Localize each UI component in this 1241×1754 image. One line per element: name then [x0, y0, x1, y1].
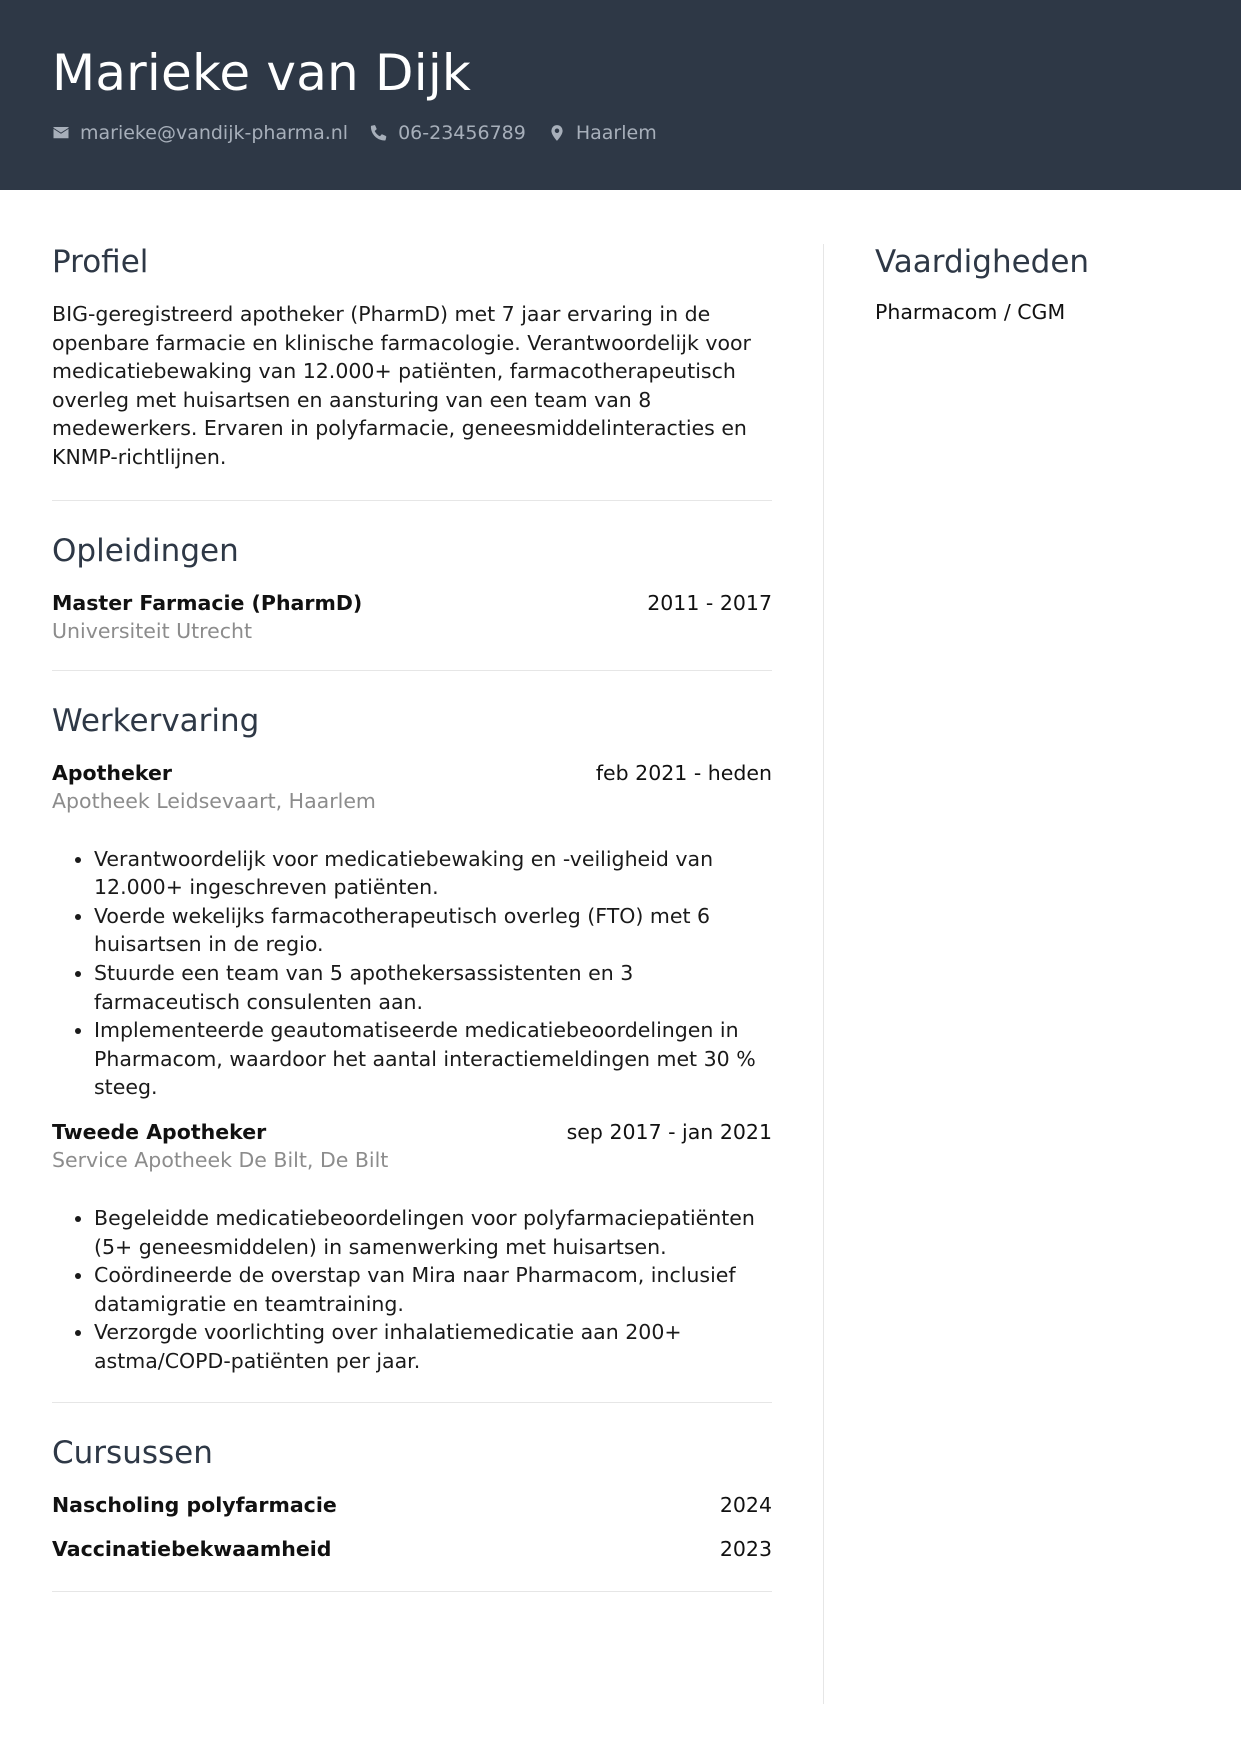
job-role: Tweede Apotheker: [52, 1119, 267, 1144]
profile-text: BIG-geregistreerd apotheker (PharmD) met 7 jaar ervaring in de openbare farmacie en klinische farmacologie. Verantwoordelijk voor medicatiebewaking van 12.000+ patiënten, farmacotherapeutisch overleg met huisartsen en aansturing van een team van 8 medewerkers. Ervaren in polyfarmacie, geneesmiddelinteracties en KNMP-richtlijnen.: [52, 302, 751, 469]
job-employer: Service Apotheek De Bilt, De Bilt: [52, 1147, 389, 1172]
list-item: • Begeleidde medicatiebeoordelingen voor polyfarmaciepatiënten (5+ geneesmiddelen) in samenwerking met huisartsen.: [94, 1204, 772, 1261]
header: [0, 0, 1241, 190]
education-period: 2011 - 2017: [647, 590, 772, 615]
location-pin-icon: [548, 124, 566, 142]
job-period: sep 2017 - jan 2021: [566, 1119, 772, 1144]
experience-title: Werkervaring: [52, 702, 260, 739]
job-role: Apotheker: [52, 760, 173, 785]
course-row: [52, 1537, 772, 1561]
sidebar-column: [875, 242, 1195, 324]
contact-location: [548, 122, 657, 144]
course-name: Vaccinatiebekwaamheid: [52, 1537, 332, 1562]
list-item: • Coördineerde de overstap van Mira naar Pharmacom, inclusief datamigratie en teamtraining.: [94, 1261, 772, 1318]
experience-entry: [52, 761, 772, 1102]
list-item: • Implementeerde geautomatiseerde medicatiebeoordelingen in Pharmacom, waardoor het aantal interactiemeldingen met 30 % steeg.: [94, 1016, 772, 1102]
education-title: Opleidingen: [52, 532, 239, 569]
courses-section: [52, 1433, 772, 1592]
main-column: [52, 242, 772, 1592]
list-item: • Verzorgde voorlichting over inhalatiemedicatie aan 200+ astma/COPD-patiënten per jaar.: [94, 1318, 772, 1375]
phone-icon: [370, 124, 388, 142]
candidate-name: Marieke van Dijk: [52, 44, 472, 102]
phone-text: 06-23456789: [398, 122, 526, 144]
contact-email[interactable]: [52, 122, 348, 144]
list-item: • Verantwoordelijk voor medicatiebewaking en -veiligheid van 12.000+ ingeschreven patiënten.: [94, 845, 772, 902]
skills-title: Vaardigheden: [875, 244, 1090, 280]
job-employer: Apotheek Leidsevaart, Haarlem: [52, 788, 376, 813]
experience-entry: [52, 1120, 772, 1376]
course-year: 2024: [719, 1493, 772, 1518]
skill-item: Pharmacom / CGM: [875, 300, 1066, 324]
job-period: feb 2021 - heden: [595, 760, 772, 785]
list-item: • Stuurde een team van 5 apothekersassistenten en 3 farmaceutisch consulenten aan.: [94, 959, 772, 1016]
profile-section: [52, 242, 772, 501]
course-year: 2023: [719, 1537, 772, 1562]
email-text: marieke@vandijk-pharma.nl: [80, 122, 349, 144]
job-bullets: [52, 845, 772, 1102]
experience-section: [52, 701, 772, 1404]
course-name: Nascholing polyfarmacie: [52, 1493, 337, 1518]
education-section: [52, 531, 772, 671]
profile-title: Profiel: [52, 244, 149, 280]
list-item: • Voerde wekelijks farmacotherapeutisch overleg (FTO) met 6 huisartsen in de regio.: [94, 902, 772, 959]
course-row: [52, 1493, 772, 1517]
contact-bar: [52, 122, 679, 144]
envelope-icon: [52, 124, 70, 142]
degree-title: Master Farmacie (PharmD): [52, 590, 363, 615]
education-entry: [52, 591, 772, 643]
courses-title: Cursussen: [52, 1435, 213, 1472]
contact-phone[interactable]: [370, 122, 526, 144]
location-text: Haarlem: [575, 122, 657, 144]
job-bullets: [52, 1204, 772, 1376]
column-divider: [823, 244, 824, 1704]
institution: Universiteit Utrecht: [52, 618, 253, 643]
